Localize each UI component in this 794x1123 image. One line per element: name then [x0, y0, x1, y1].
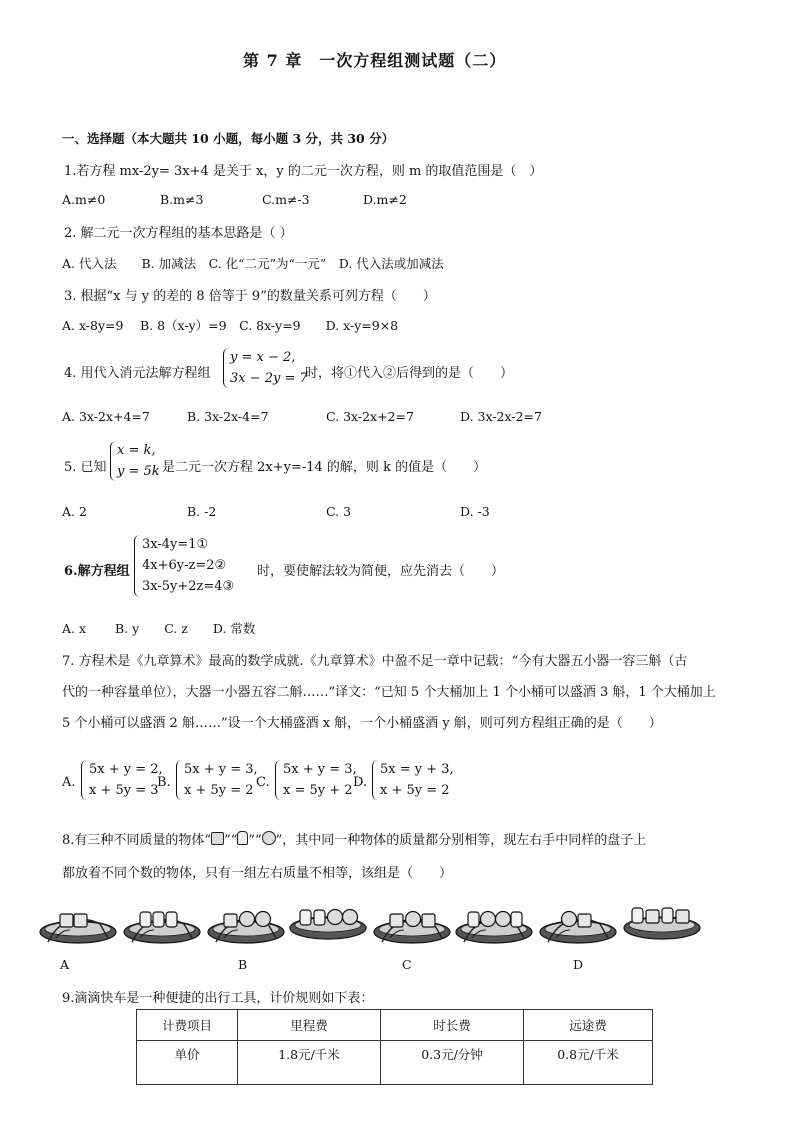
question-7-b-eq1: 5x + y = 3, — [184, 762, 258, 777]
question-7-label-a: A. — [62, 775, 76, 790]
question-1-option-d: D.m≠2 — [363, 192, 407, 207]
table-header-cell: 远途费 — [524, 1010, 653, 1041]
question-6-system — [134, 535, 254, 599]
question-8-choice-a: A — [60, 957, 70, 972]
question-9-stem: 9.滴滴快车是一种便捷的出行工具，计价规则如下表： — [62, 991, 374, 1006]
scale-d-left — [540, 912, 616, 944]
question-8-text-d: ”，其中同一种物体的质量都分别相等，现左右手中同样的盘子上 — [275, 833, 647, 848]
scale-c-right — [456, 912, 532, 944]
question-7-line1: 7. 方程术是《九章算术》最高的数学成就.《九章算术》中盈不足一章中记载：“今有大器五小器一容三斛（古 — [62, 654, 688, 669]
question-7-line3: 5 个小桶可以盛酒 2 斛……”设一个大桶盛酒 x 斛，一个小桶盛酒 y 斛，则可列方程组正确的是（ ） — [62, 716, 662, 731]
question-3-options: A. x-8y=9 B. 8（x-y）=9 C. 8x-y=9 D. x-y=9×8 — [62, 318, 399, 333]
question-8-text-a: 8.有三种不同质量的物体“ — [62, 833, 212, 848]
table-header-cell: 里程费 — [238, 1010, 381, 1041]
question-8-choice-b: B — [238, 957, 248, 972]
table-row — [137, 1041, 653, 1085]
scale-c-left — [374, 912, 450, 944]
question-7-line2: 代的一种容量单位），大器一小器五容二斛……”译文：“已知 5 个大桶加上 1 个小桶可以盛酒 3 斛，1 个大桶加上 — [62, 685, 716, 700]
section-heading: 一、选择题（本大题共 10 小题，每小题 3 分，共 30 分） — [62, 131, 395, 146]
question-7-c-eq2: x = 5y + 2 — [283, 783, 353, 798]
question-7-label-b: B. — [157, 775, 171, 790]
question-7-option-d — [372, 760, 452, 802]
question-5-prefix: 5. 已知 — [64, 460, 107, 475]
question-7-d-eq2: x + 5y = 2 — [380, 783, 450, 798]
question-6-suffix: 时，要使解法较为简便，应先消去（ ） — [257, 564, 505, 579]
question-4-prefix: 4. 用代入消元法解方程组 — [64, 366, 211, 381]
question-3-stem: 3. 根据“x 与 y 的差的 8 倍等于 9”的数量关系可列方程（ ） — [64, 289, 436, 304]
question-4-option-d: D. 3x-2x-2=7 — [460, 409, 542, 424]
question-2-options: A. 代入法 B. 加减法 C. 化“二元”为“一元” D. 代入法或加减法 — [62, 256, 444, 271]
scale-b-right — [290, 910, 366, 940]
question-7-label-c: C. — [256, 775, 270, 790]
question-8-line1 — [62, 829, 646, 848]
ball-icon — [262, 831, 276, 845]
cube-icon — [211, 832, 224, 845]
question-7-d-eq1: 5x = y + 3, — [380, 762, 454, 777]
question-8-text-b: ”“ — [224, 833, 238, 848]
table-header-row — [137, 1010, 653, 1041]
table-cell: 1.8元/千米 — [238, 1041, 381, 1085]
table-cell: 0.8元/千米 — [524, 1041, 653, 1085]
question-7-option-a — [81, 760, 161, 802]
question-7-b-eq2: x + 5y = 2 — [184, 783, 254, 798]
page-title: 第 7 章 一次方程组测试题（二） — [243, 51, 507, 70]
scales-illustration — [38, 890, 718, 950]
cylinder-icon — [237, 831, 248, 845]
scale-a-left — [40, 914, 116, 943]
question-7-option-b — [176, 760, 256, 802]
question-5-eq1: x = k, — [117, 443, 156, 458]
question-1-option-b: B.m≠3 — [160, 192, 204, 207]
question-6-eq3: 3x-5y+2z=4③ — [142, 579, 235, 594]
question-4-eq1: y = x − 2, — [230, 350, 296, 365]
question-5-option-b: B. -2 — [187, 504, 217, 519]
question-7-c-eq1: 5x + y = 3, — [283, 762, 357, 777]
question-4-eq2: 3x − 2y = 7 — [230, 371, 308, 386]
question-5-option-c: C. 3 — [326, 504, 352, 519]
question-7-option-c — [275, 760, 355, 802]
question-5-option-a: A. 2 — [62, 504, 87, 519]
question-4-system — [223, 348, 313, 390]
question-7-a-eq2: x + 5y = 3 — [89, 783, 159, 798]
question-5-option-d: D. -3 — [460, 504, 490, 519]
table-header-cell: 计费项目 — [137, 1010, 238, 1041]
table-cell: 单价 — [137, 1041, 238, 1085]
question-4-option-b: B. 3x-2x-4=7 — [187, 409, 269, 424]
question-4-option-a: A. 3x-2x+4=7 — [62, 409, 150, 424]
question-6-eq2: 4x+6y-z=2② — [142, 558, 227, 573]
question-6-eq1: 3x-4y=1① — [142, 537, 209, 552]
scale-a-right — [124, 912, 200, 943]
question-5-system — [110, 441, 165, 483]
question-8-text-c: ”“ — [248, 833, 262, 848]
question-5-eq2: y = 5k — [117, 464, 160, 479]
question-2-stem: 2. 解二元一次方程组的基本思路是（ ） — [64, 226, 293, 241]
scale-b-left — [208, 912, 284, 944]
fee-table — [136, 1009, 653, 1085]
question-7-label-d: D. — [353, 775, 368, 790]
question-5-suffix: 是二元一次方程 2x+y=-14 的解，则 k 的值是（ ） — [162, 460, 487, 475]
question-4-suffix: 时，将①代入②后得到的是（ ） — [305, 366, 514, 381]
question-4-option-c: C. 3x-2x+2=7 — [326, 409, 414, 424]
question-6-prefix: 6.解方程组 — [64, 564, 130, 579]
question-8-choice-d: D — [573, 957, 584, 972]
question-1-stem: 1.若方程 mx-2y= 3x+4 是关于 x，y 的二元一次方程，则 m 的取值范围是（ ） — [64, 164, 543, 179]
table-header-cell: 时长费 — [381, 1010, 524, 1041]
question-1-option-c: C.m≠-3 — [262, 192, 310, 207]
scale-d-right — [624, 908, 700, 939]
question-1-option-a: A.m≠0 — [62, 192, 106, 207]
question-7-a-eq1: 5x + y = 2, — [89, 762, 163, 777]
question-8-line2: 都放着不同个数的物体，只有一组左右质量不相等，该组是（ ） — [62, 866, 453, 881]
table-cell: 0.3元/分钟 — [381, 1041, 524, 1085]
question-6-options: A. x B. y C. z D. 常数 — [62, 621, 256, 636]
question-8-choice-c: C — [402, 957, 412, 972]
